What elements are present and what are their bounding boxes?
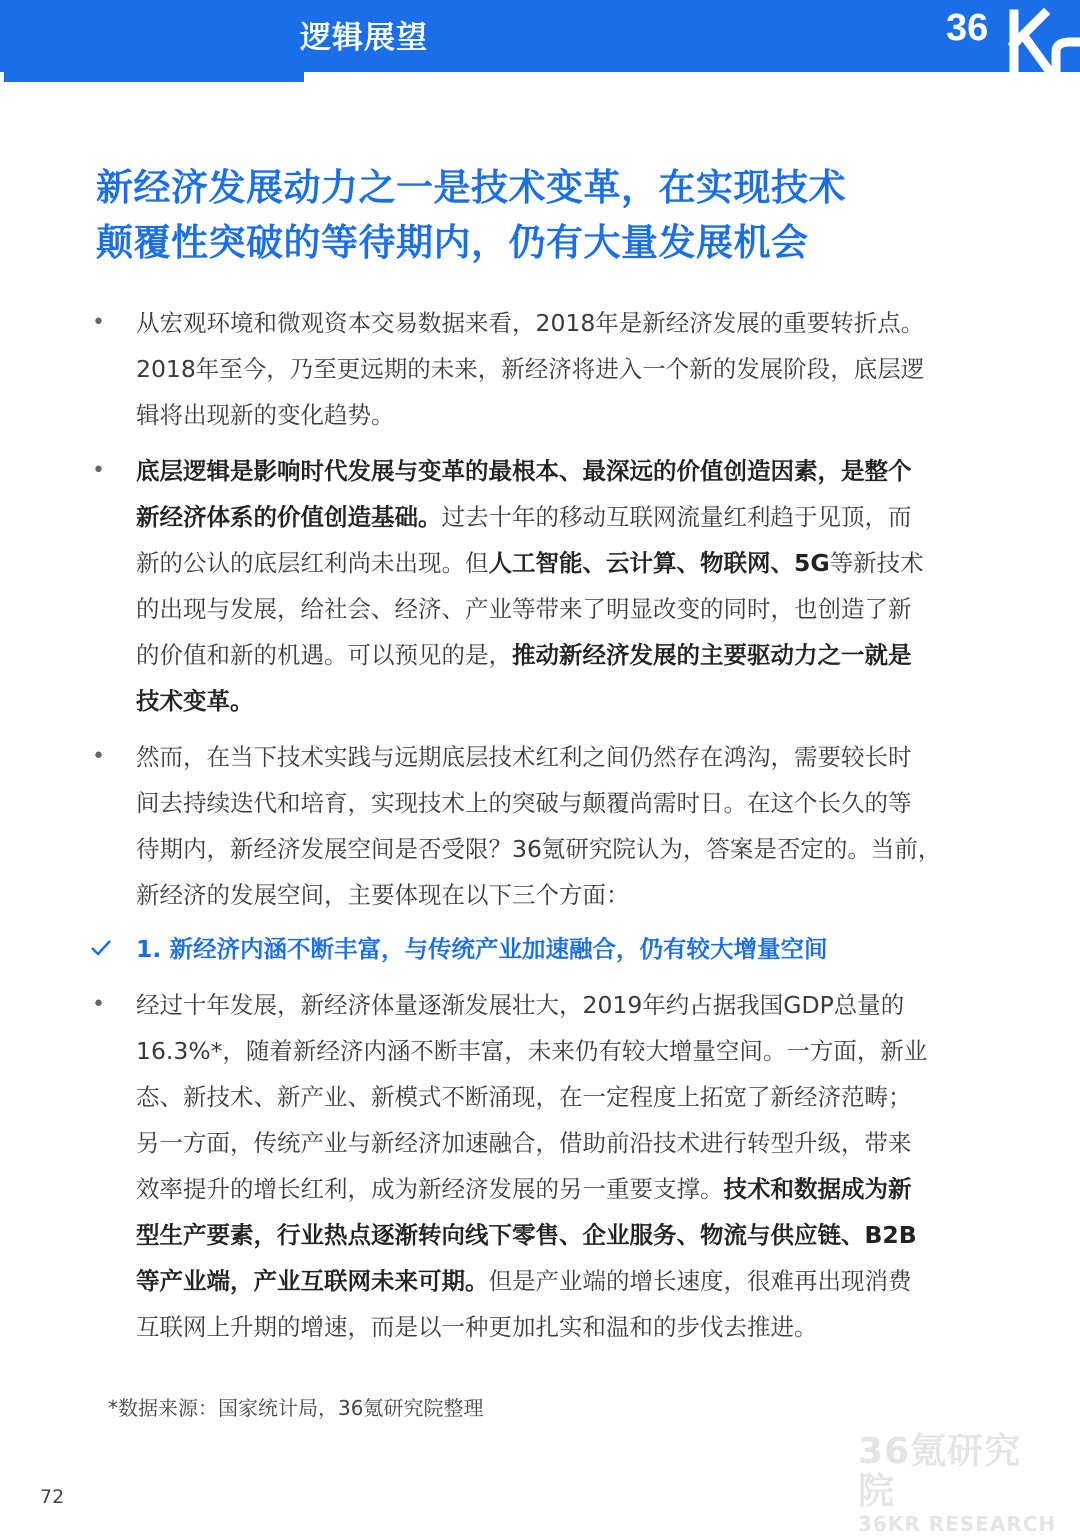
text-line <box>136 494 996 540</box>
plain-text: 过去十年的移动互联网流量红利趋于见顶，而 <box>441 503 912 531</box>
logo-36-text: 36 <box>946 7 989 49</box>
bullet-dot: • <box>92 744 105 769</box>
headline <box>96 160 996 270</box>
bold-text: 型生产要素，行业热点逐渐转向线下零售、企业服务、物流与供应链、B2B <box>136 1221 917 1249</box>
text-line: 态、新技术、新产业、新模式不断涌现，在一定程度上拓宽了新经济范畴； <box>136 1083 912 1111</box>
section-title: 逻辑展望 <box>300 20 428 56</box>
plain-text: 但是产业端的增长速度，很难再出现消费 <box>488 1267 912 1295</box>
header-tab <box>4 70 304 82</box>
bold-text: 新经济体系的价值创造基础。 <box>136 503 442 531</box>
footnote: *数据来源：国家统计局，36氪研究院整理 <box>108 1396 484 1420</box>
subheading: 1. 新经济内涵不断丰富，与传统产业加速融合，仍有较大增量空间 <box>136 935 828 963</box>
text-line: 待期内，新经济发展空间是否受限？36氪研究院认为，答案是否定的。当前， <box>136 835 942 863</box>
text-line <box>136 1212 996 1258</box>
checkmark-icon <box>90 926 116 972</box>
bold-text: 技术变革。 <box>136 687 254 715</box>
header-bar <box>0 0 1080 72</box>
text-line: 新经济的发展空间，主要体现在以下三个方面： <box>136 881 630 909</box>
36kr-logo-icon <box>940 0 1080 72</box>
text-line <box>136 1258 996 1304</box>
bold-text: 等产业端，产业互联网未来可期。 <box>136 1267 489 1295</box>
watermark-line-1: 36氪研究院 <box>858 1431 1022 1512</box>
plain-text: 新的公认的底层红利尚未出现。但 <box>136 549 489 577</box>
plain-text: 的价值和新的机遇。可以预见的是， <box>136 641 512 669</box>
text-line: 互联网上升期的增速，而是以一种更加扎实和温和的步伐去推进。 <box>136 1313 818 1341</box>
plain-text: 等新技术 <box>829 549 924 577</box>
text-line: 2018年至今，乃至更远期的未来，新经济将进入一个新的发展阶段，底层逻 <box>136 355 925 383</box>
bold-text: 技术和数据成为新 <box>723 1175 912 1203</box>
bullet-paragraph-1 <box>136 300 996 438</box>
text-line <box>136 448 996 494</box>
plain-text: 效率提升的增长红利，成为新经济发展的另一重要支撑。 <box>136 1175 724 1203</box>
text-line: 16.3%*，随着新经济内涵不断丰富，未来仍有较大增量空间。一方面，新业 <box>136 1037 928 1065</box>
bold-text: 推动新经济发展的主要驱动力之一就是 <box>512 641 912 669</box>
bullet-dot: • <box>92 458 105 483</box>
bullet-paragraph-4 <box>136 982 996 1350</box>
text-line <box>136 678 996 724</box>
text-line <box>136 1166 996 1212</box>
36kr-logo <box>940 0 1080 72</box>
page-number: 72 <box>40 1486 65 1508</box>
headline-line-1: 新经济发展动力之一是技术变革，在实现技术 <box>96 166 846 209</box>
text-line: 经过十年发展，新经济体量逐渐发展壮大，2019年约占据我国GDP总量的 <box>136 991 905 1019</box>
bullet-dot: • <box>92 310 105 335</box>
text-line: 从宏观环境和微观资本交易数据来看，2018年是新经济发展的重要转折点。 <box>136 309 925 337</box>
text-line: 的出现与发展，给社会、经济、产业等带来了明显改变的同时，也创造了新 <box>136 595 912 623</box>
text-line <box>136 540 996 586</box>
text-line: 然而，在当下技术实践与远期底层技术红利之间仍然存在鸿沟，需要较长时 <box>136 743 912 771</box>
bullet-paragraph-3 <box>136 734 996 918</box>
bullet-paragraph-2 <box>136 448 996 724</box>
text-line <box>136 632 996 678</box>
watermark-line-2: 36KR RESEARCH <box>858 1512 1057 1536</box>
watermark <box>858 1432 1058 1536</box>
text-line: 间去持续迭代和培育，实现技术上的突破与颠覆尚需时日。在这个长久的等 <box>136 789 912 817</box>
bold-text: 底层逻辑是影响时代发展与变革的最根本、最深远的价值创造因素，是整个 <box>136 457 912 485</box>
headline-line-2: 颠覆性突破的等待期内，仍有大量发展机会 <box>96 221 809 264</box>
text-line: 另一方面，传统产业与新经济加速融合，借助前沿技术进行转型升级，带来 <box>136 1129 912 1157</box>
bold-text: 人工智能、云计算、物联网、5G <box>488 549 830 577</box>
text-line: 辑将出现新的变化趋势。 <box>136 401 395 429</box>
bullet-dot: • <box>92 992 105 1017</box>
